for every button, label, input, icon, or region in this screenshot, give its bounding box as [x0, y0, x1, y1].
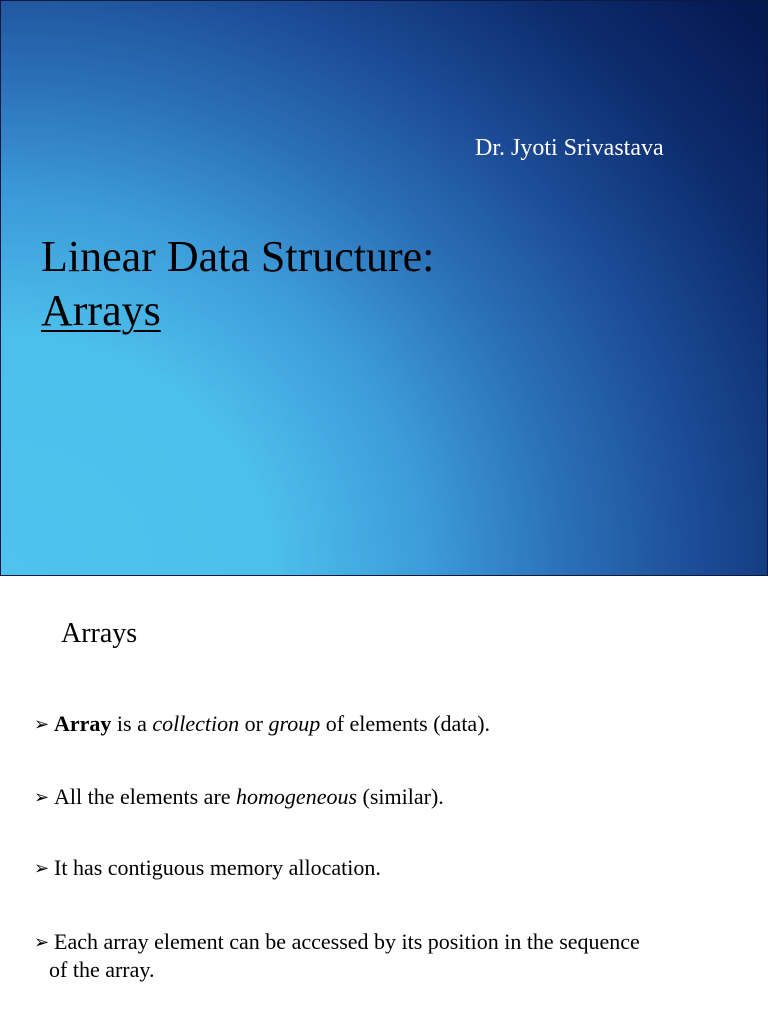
- bullet-term: Array: [54, 711, 112, 736]
- arrow-bullet-icon: ➢: [34, 858, 50, 878]
- slide-title: Linear Data Structure:: [41, 232, 435, 281]
- bullet-text: of elements (data).: [320, 711, 491, 736]
- bullet-text: (similar).: [357, 784, 444, 809]
- bullet-text: or: [239, 711, 269, 736]
- arrow-bullet-icon: ➢: [34, 932, 50, 952]
- arrow-bullet-icon: ➢: [34, 714, 50, 734]
- bullet-emphasis: group: [268, 711, 321, 736]
- bullet-emphasis: homogeneous: [236, 784, 358, 809]
- slide-subtitle: Arrays: [41, 286, 161, 335]
- bullet-text: is a: [111, 711, 153, 736]
- bullet-item-access: [34, 928, 754, 983]
- author-name: Dr. Jyoti Srivastava: [475, 135, 664, 161]
- bullet-text-continuation: of the array.: [49, 957, 155, 982]
- content-heading: Arrays: [61, 618, 138, 649]
- bullet-item-homogeneous: [34, 783, 754, 811]
- bullet-item-contiguous: [34, 854, 754, 882]
- arrow-bullet-icon: ➢: [34, 787, 50, 807]
- bullet-text: Each array element can be accessed by its position in the sequence: [54, 929, 640, 954]
- bullet-item-array-definition: [34, 710, 754, 738]
- bullet-emphasis: collection: [152, 711, 240, 736]
- bullet-text: All the elements are: [54, 784, 237, 809]
- content-slide: [0, 576, 768, 1024]
- bullet-text: It has contiguous memory allocation.: [54, 855, 381, 880]
